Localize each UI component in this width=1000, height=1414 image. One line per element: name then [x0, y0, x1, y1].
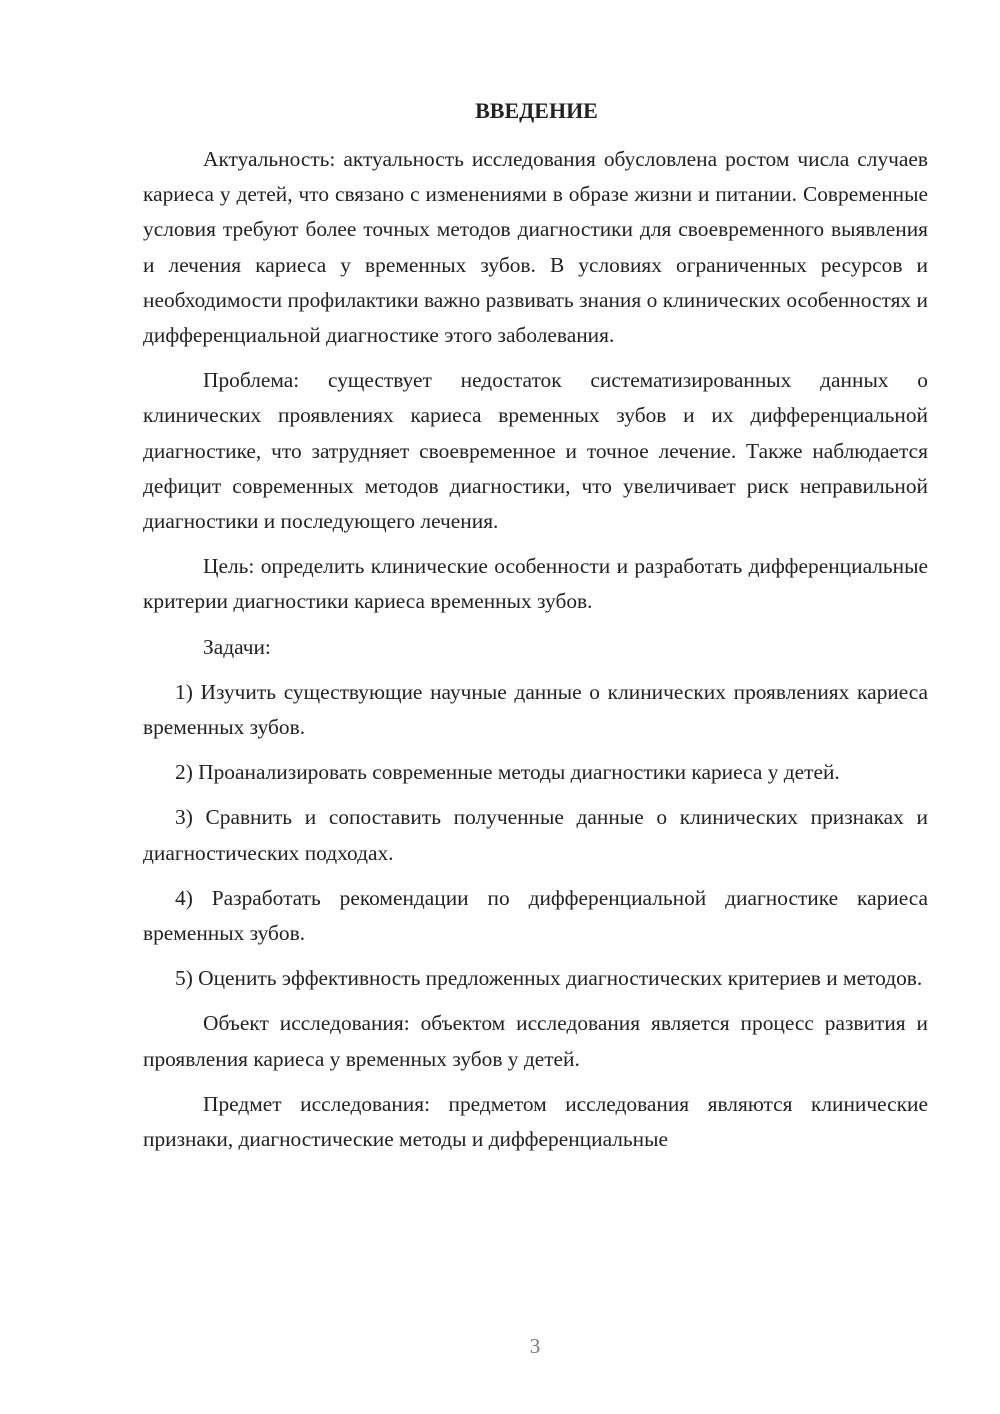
- object-paragraph: Объект исследования: объектом исследования является процесс развития и проявления кариеса у временных зубов у детей.: [143, 1011, 928, 1071]
- task-item: 1) Изучить существующие научные данные о клинических проявлениях кариеса временных зубов.: [143, 679, 928, 740]
- task-item: 5) Оценить эффективность предложенных диагностических критериев и методов.: [175, 966, 923, 991]
- task-item: 2) Проанализировать современные методы диагностики кариеса у детей.: [175, 760, 840, 785]
- problem-paragraph: Проблема: существует недостаток систематизированных данных о клинических проявлениях кариеса временных зубов и их дифференциальной диагностике, что затрудняет своевременное и точное лечение. Также наблюдается дефицит современных методов диагностики, что увеличивает риск неправильной диагностики и последующего лечения.: [143, 368, 928, 534]
- document-page: [143, 94, 928, 1167]
- goal-paragraph: Цель: определить клинические особенности и разработать дифференциальные критерии диагностики кариеса временных зубов.: [143, 554, 928, 614]
- tasks-list: [143, 675, 928, 997]
- tasks-heading: Задачи:: [203, 634, 271, 659]
- relevance-paragraph: Актуальность: актуальность исследования обусловлена ростом числа случаев кариеса у детей, что связано с изменениями в образе жизни и питании. Современные условия требуют более точных методов диагностики для своевременного выявления и лечения кариеса у временных зубов. В условиях ограниченных ресурсов и необходимости профилактики важно развивать знания о клинических особенностях и дифференциальной диагностике этого заболевания.: [143, 147, 928, 348]
- subject-paragraph: Предмет исследования: предметом исследования являются клинические признаки, диагностические методы и дифференциальные: [143, 1091, 928, 1152]
- task-item: 4) Разработать рекомендации по дифференциальной диагностике кариеса временных зубов.: [143, 885, 928, 946]
- task-item: 3) Сравнить и сопоставить полученные данные о клинических признаках и диагностических подходах.: [143, 805, 928, 865]
- page-number: 3: [529, 1334, 541, 1358]
- section-title: ВВЕДЕНИЕ: [475, 98, 598, 123]
